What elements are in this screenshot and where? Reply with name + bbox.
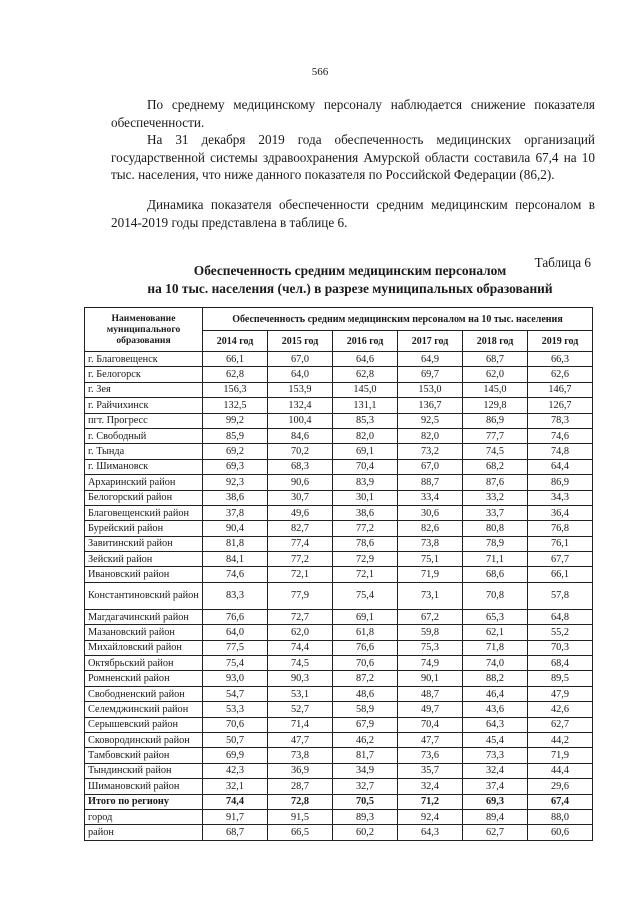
data-table [84, 307, 593, 841]
value-cell: 45,4 [463, 732, 528, 747]
municipality-name: Благовещенский район [85, 505, 203, 520]
value-cell: 72,7 [268, 609, 333, 624]
value-cell: 77,7 [463, 428, 528, 443]
value-cell: 74,6 [203, 567, 268, 582]
value-cell: 61,8 [333, 625, 398, 640]
value-cell: 74,5 [463, 444, 528, 459]
value-cell: 131,1 [333, 398, 398, 413]
value-cell: 71,2 [398, 794, 463, 809]
value-cell: 67,9 [333, 717, 398, 732]
value-cell: 84,1 [203, 552, 268, 567]
value-cell: 92,3 [203, 475, 268, 490]
value-cell: 30,7 [268, 490, 333, 505]
value-cell: 69,3 [203, 459, 268, 474]
value-cell: 82,0 [333, 428, 398, 443]
municipality-name: Шимановский район [85, 779, 203, 794]
table-row [85, 640, 593, 655]
value-cell: 68,6 [463, 567, 528, 582]
value-cell: 69,3 [463, 794, 528, 809]
municipality-name: Сковородинский район [85, 732, 203, 747]
group-header: Обеспеченность средним медицинским персоналом на 10 тыс. населения [203, 308, 593, 331]
year-header: 2016 год [333, 331, 398, 352]
value-cell: 74,9 [398, 656, 463, 671]
value-cell: 52,7 [268, 702, 333, 717]
value-cell: 62,7 [528, 717, 593, 732]
value-cell: 43,6 [463, 702, 528, 717]
value-cell: 77,5 [203, 640, 268, 655]
municipality-name: Тындинский район [85, 763, 203, 778]
value-cell: 73,1 [398, 582, 463, 609]
value-cell: 82,7 [268, 521, 333, 536]
municipality-name: г. Райчихинск [85, 398, 203, 413]
value-cell: 90,3 [268, 671, 333, 686]
value-cell: 34,9 [333, 763, 398, 778]
table-row [85, 686, 593, 701]
value-cell: 33,7 [463, 505, 528, 520]
value-cell: 92,5 [398, 413, 463, 428]
value-cell: 72,1 [268, 567, 333, 582]
table-row [85, 444, 593, 459]
value-cell: 87,6 [463, 475, 528, 490]
table-row [85, 398, 593, 413]
table-row [85, 352, 593, 367]
municipality-name: Бурейский район [85, 521, 203, 536]
table-row [85, 671, 593, 686]
value-cell: 81,7 [333, 748, 398, 763]
municipality-name: Свободненский район [85, 686, 203, 701]
value-cell: 75,4 [333, 582, 398, 609]
value-cell: 70,6 [333, 656, 398, 671]
value-cell: 84,6 [268, 428, 333, 443]
table-row [85, 552, 593, 567]
value-cell: 77,4 [268, 536, 333, 551]
value-cell: 67,7 [528, 552, 593, 567]
table-title [0, 262, 640, 298]
value-cell: 77,2 [333, 521, 398, 536]
value-cell: 64,9 [398, 352, 463, 367]
table-row [85, 609, 593, 624]
value-cell: 59,8 [398, 625, 463, 640]
value-cell: 60,2 [333, 825, 398, 840]
municipality-name: Серышевский район [85, 717, 203, 732]
value-cell: 33,4 [398, 490, 463, 505]
table-row [85, 475, 593, 490]
value-cell: 48,6 [333, 686, 398, 701]
value-cell: 30,6 [398, 505, 463, 520]
value-cell: 66,5 [268, 825, 333, 840]
value-cell: 73,6 [398, 748, 463, 763]
value-cell: 91,5 [268, 809, 333, 824]
value-cell: 145,0 [463, 382, 528, 397]
paragraph-2: На 31 декабря 2019 года обеспеченность медицинских организаций государственной системы здравоохранения Амурской области составила 67,4 на 10 тыс. населения, что ниже данного показателя по Российской Федерации (86,2). [111, 132, 595, 182]
value-cell: 78,3 [528, 413, 593, 428]
value-cell: 80,8 [463, 521, 528, 536]
value-cell: 100,4 [268, 413, 333, 428]
value-cell: 73,2 [398, 444, 463, 459]
value-cell: 49,6 [268, 505, 333, 520]
municipality-name: Ивановский район [85, 567, 203, 582]
value-cell: 86,9 [528, 475, 593, 490]
value-cell: 64,3 [398, 825, 463, 840]
value-cell: 74,6 [528, 428, 593, 443]
value-cell: 85,9 [203, 428, 268, 443]
value-cell: 70,4 [398, 717, 463, 732]
value-cell: 85,3 [333, 413, 398, 428]
value-cell: 36,9 [268, 763, 333, 778]
value-cell: 76,6 [333, 640, 398, 655]
table-row [85, 413, 593, 428]
value-cell: 66,3 [528, 352, 593, 367]
value-cell: 69,9 [203, 748, 268, 763]
value-cell: 34,3 [528, 490, 593, 505]
value-cell: 78,6 [333, 536, 398, 551]
table-label: Таблица 6 [534, 255, 591, 270]
value-cell: 55,2 [528, 625, 593, 640]
value-cell: 71,8 [463, 640, 528, 655]
value-cell: 37,8 [203, 505, 268, 520]
table-row [85, 582, 593, 609]
value-cell: 53,1 [268, 686, 333, 701]
value-cell: 64,0 [268, 367, 333, 382]
name-column-header: Наименование муниципального образования [85, 308, 203, 352]
value-cell: 30,1 [333, 490, 398, 505]
value-cell: 62,8 [333, 367, 398, 382]
value-cell: 42,3 [203, 763, 268, 778]
value-cell: 38,6 [333, 505, 398, 520]
value-cell: 88,2 [463, 671, 528, 686]
value-cell: 156,3 [203, 382, 268, 397]
value-cell: 69,1 [333, 444, 398, 459]
value-cell: 75,4 [203, 656, 268, 671]
value-cell: 47,7 [398, 732, 463, 747]
value-cell: 93,0 [203, 671, 268, 686]
value-cell: 65,3 [463, 609, 528, 624]
value-cell: 44,2 [528, 732, 593, 747]
value-cell: 48,7 [398, 686, 463, 701]
value-cell: 90,1 [398, 671, 463, 686]
value-cell: 62,8 [203, 367, 268, 382]
table-row [85, 825, 593, 840]
value-cell: 64,6 [333, 352, 398, 367]
year-header: 2015 год [268, 331, 333, 352]
value-cell: 88,0 [528, 809, 593, 824]
value-cell: 32,1 [203, 779, 268, 794]
value-cell: 60,6 [528, 825, 593, 840]
value-cell: 77,9 [268, 582, 333, 609]
value-cell: 89,3 [333, 809, 398, 824]
value-cell: 54,7 [203, 686, 268, 701]
value-cell: 67,4 [528, 794, 593, 809]
municipality-name: г. Зея [85, 382, 203, 397]
value-cell: 132,4 [268, 398, 333, 413]
municipality-name: Зейский район [85, 552, 203, 567]
year-header: 2014 год [203, 331, 268, 352]
municipality-name: Итого по региону [85, 794, 203, 809]
value-cell: 78,9 [463, 536, 528, 551]
table-total-row [85, 794, 593, 809]
value-cell: 62,0 [463, 367, 528, 382]
table-row [85, 505, 593, 520]
value-cell: 62,6 [528, 367, 593, 382]
value-cell: 46,4 [463, 686, 528, 701]
value-cell: 64,8 [528, 609, 593, 624]
value-cell: 62,0 [268, 625, 333, 640]
value-cell: 71,1 [463, 552, 528, 567]
table-row [85, 567, 593, 582]
value-cell: 90,6 [268, 475, 333, 490]
table-row [85, 459, 593, 474]
value-cell: 62,7 [463, 825, 528, 840]
municipality-name: Тамбовский район [85, 748, 203, 763]
municipality-name: г. Шимановск [85, 459, 203, 474]
value-cell: 74,8 [528, 444, 593, 459]
value-cell: 58,9 [333, 702, 398, 717]
value-cell: 75,1 [398, 552, 463, 567]
value-cell: 81,8 [203, 536, 268, 551]
table-row [85, 521, 593, 536]
value-cell: 92,4 [398, 809, 463, 824]
municipality-name: пгт. Прогресс [85, 413, 203, 428]
value-cell: 88,7 [398, 475, 463, 490]
value-cell: 57,8 [528, 582, 593, 609]
value-cell: 82,6 [398, 521, 463, 536]
value-cell: 153,9 [268, 382, 333, 397]
value-cell: 67,0 [268, 352, 333, 367]
value-cell: 37,4 [463, 779, 528, 794]
value-cell: 47,9 [528, 686, 593, 701]
value-cell: 91,7 [203, 809, 268, 824]
value-cell: 69,2 [203, 444, 268, 459]
value-cell: 132,5 [203, 398, 268, 413]
value-cell: 36,4 [528, 505, 593, 520]
value-cell: 72,1 [333, 567, 398, 582]
value-cell: 70,3 [528, 640, 593, 655]
municipality-name: Константиновский район [85, 582, 203, 609]
municipality-name: Мазановский район [85, 625, 203, 640]
value-cell: 32,7 [333, 779, 398, 794]
value-cell: 71,9 [398, 567, 463, 582]
table-row [85, 428, 593, 443]
page-number: 566 [311, 66, 329, 78]
value-cell: 46,2 [333, 732, 398, 747]
value-cell: 153,0 [398, 382, 463, 397]
value-cell: 49,7 [398, 702, 463, 717]
table-row [85, 779, 593, 794]
table-row [85, 625, 593, 640]
value-cell: 136,7 [398, 398, 463, 413]
table-row [85, 382, 593, 397]
table-row [85, 367, 593, 382]
municipality-name: Завитинский район [85, 536, 203, 551]
table-row [85, 536, 593, 551]
municipality-name: Белогорский район [85, 490, 203, 505]
value-cell: 70,6 [203, 717, 268, 732]
municipality-name: г. Свободный [85, 428, 203, 443]
value-cell: 76,8 [528, 521, 593, 536]
value-cell: 76,1 [528, 536, 593, 551]
table-row [85, 656, 593, 671]
value-cell: 44,4 [528, 763, 593, 778]
municipality-name: город [85, 809, 203, 824]
value-cell: 74,4 [268, 640, 333, 655]
value-cell: 146,7 [528, 382, 593, 397]
value-cell: 64,4 [528, 459, 593, 474]
value-cell: 73,3 [463, 748, 528, 763]
table-row [85, 702, 593, 717]
municipality-name: район [85, 825, 203, 840]
value-cell: 73,8 [268, 748, 333, 763]
value-cell: 32,4 [398, 779, 463, 794]
value-cell: 64,3 [463, 717, 528, 732]
value-cell: 129,8 [463, 398, 528, 413]
value-cell: 89,4 [463, 809, 528, 824]
value-cell: 62,1 [463, 625, 528, 640]
value-cell: 35,7 [398, 763, 463, 778]
value-cell: 74,5 [268, 656, 333, 671]
table-title-line-1: Обеспеченность средним медицинским персоналом [193, 263, 507, 278]
value-cell: 83,9 [333, 475, 398, 490]
year-header: 2017 год [398, 331, 463, 352]
value-cell: 38,6 [203, 490, 268, 505]
municipality-name: г. Благовещенск [85, 352, 203, 367]
value-cell: 68,7 [203, 825, 268, 840]
municipality-name: Михайловский район [85, 640, 203, 655]
paragraph-1: По среднему медицинскому персоналу наблюдается снижение показателя обеспеченности. [111, 97, 595, 130]
value-cell: 87,2 [333, 671, 398, 686]
municipality-name: Архаринский район [85, 475, 203, 490]
value-cell: 66,1 [203, 352, 268, 367]
value-cell: 73,8 [398, 536, 463, 551]
value-cell: 70,8 [463, 582, 528, 609]
value-cell: 74,0 [463, 656, 528, 671]
municipality-name: Селемджинский район [85, 702, 203, 717]
municipality-name: Октябрьский район [85, 656, 203, 671]
value-cell: 71,4 [268, 717, 333, 732]
value-cell: 89,5 [528, 671, 593, 686]
value-cell: 86,9 [463, 413, 528, 428]
value-cell: 75,3 [398, 640, 463, 655]
value-cell: 72,8 [268, 794, 333, 809]
value-cell: 70,4 [333, 459, 398, 474]
municipality-name: Магдагачинский район [85, 609, 203, 624]
value-cell: 29,6 [528, 779, 593, 794]
value-cell: 67,2 [398, 609, 463, 624]
paragraph-3: Динамика показателя обеспеченности средним медицинским персоналом в 2014-2019 годы представлена в таблице 6. [111, 197, 595, 230]
municipality-name: г. Белогорск [85, 367, 203, 382]
value-cell: 82,0 [398, 428, 463, 443]
table-row [85, 717, 593, 732]
value-cell: 50,7 [203, 732, 268, 747]
value-cell: 99,2 [203, 413, 268, 428]
value-cell: 71,9 [528, 748, 593, 763]
value-cell: 83,3 [203, 582, 268, 609]
municipality-name: Ромненский район [85, 671, 203, 686]
value-cell: 66,1 [528, 567, 593, 582]
value-cell: 68,3 [268, 459, 333, 474]
value-cell: 32,4 [463, 763, 528, 778]
table-row [85, 732, 593, 747]
year-header: 2019 год [528, 331, 593, 352]
value-cell: 68,7 [463, 352, 528, 367]
value-cell: 68,2 [463, 459, 528, 474]
value-cell: 72,9 [333, 552, 398, 567]
value-cell: 53,3 [203, 702, 268, 717]
value-cell: 70,5 [333, 794, 398, 809]
value-cell: 28,7 [268, 779, 333, 794]
table-title-line-2: на 10 тыс. населения (чел.) в разрезе муниципальных образований [147, 281, 553, 296]
year-header: 2018 год [463, 331, 528, 352]
value-cell: 67,0 [398, 459, 463, 474]
value-cell: 68,4 [528, 656, 593, 671]
value-cell: 74,4 [203, 794, 268, 809]
value-cell: 33,2 [463, 490, 528, 505]
value-cell: 69,1 [333, 609, 398, 624]
table-row [85, 763, 593, 778]
table-row [85, 748, 593, 763]
value-cell: 77,2 [268, 552, 333, 567]
value-cell: 126,7 [528, 398, 593, 413]
value-cell: 70,2 [268, 444, 333, 459]
value-cell: 76,6 [203, 609, 268, 624]
value-cell: 145,0 [333, 382, 398, 397]
table-row [85, 809, 593, 824]
value-cell: 64,0 [203, 625, 268, 640]
municipality-name: г. Тында [85, 444, 203, 459]
value-cell: 47,7 [268, 732, 333, 747]
table-row [85, 490, 593, 505]
value-cell: 69,7 [398, 367, 463, 382]
value-cell: 42,6 [528, 702, 593, 717]
value-cell: 90,4 [203, 521, 268, 536]
